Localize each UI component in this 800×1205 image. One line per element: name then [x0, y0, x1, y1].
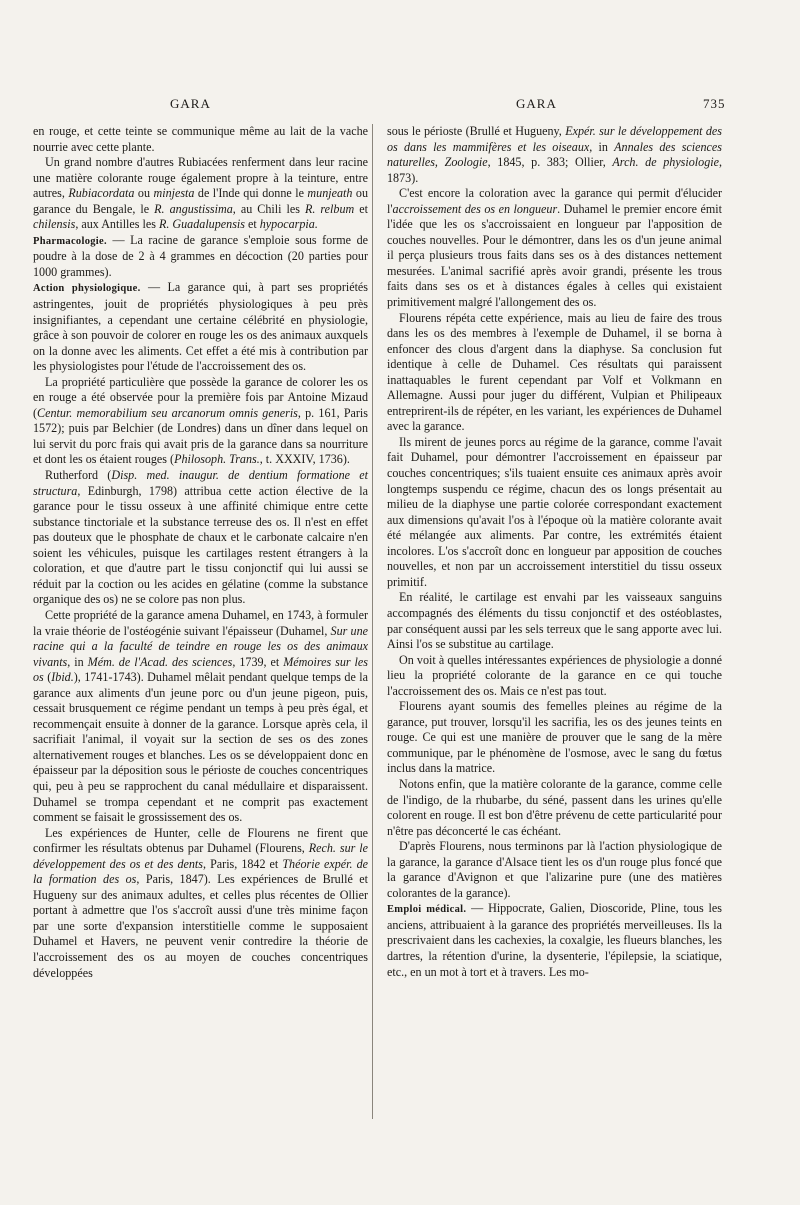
text-run: R. Guadalupensis [158, 217, 245, 232]
text-run: hypocarpia. [259, 217, 318, 232]
paragraph [33, 155, 368, 233]
text-run: Notons enfin, que la matière colorante de la garance, comme celle de l'indigo, de la rhubarbe, du séné, passent dans les urines qu'elle colorent en rouge. Il est bon d'être prévenu de cette particularité pour n'être pas déconcerté le cas échéant. [387, 776, 722, 838]
text-run: R. relbum [304, 201, 355, 216]
text-run: Un grand nombre d'autres Rubiacées renferment dans leur racine une matière colorante rouge également propre à la teinture, entre autres, [33, 155, 368, 201]
paragraph [387, 311, 722, 435]
paragraph [33, 124, 368, 155]
text-run: , t. XXXIV, 1736). [259, 452, 350, 467]
left-column [33, 124, 368, 981]
section-heading: Emploi médical. [387, 904, 467, 916]
text-run: de l'Inde qui donne le [194, 186, 308, 201]
paragraph [387, 124, 722, 186]
text-run: , au Chili les [232, 201, 305, 216]
text-run: — Hippocrate, Galien, Dioscoride, Pline, tous les anciens, attribuaient à la garance des propriétés merveilleuses. Ils la prescrivaient dans les cachexies, la coxalgie, les flueurs blanches, les dartres, la rétention d'urine, la dysenterie, l'épilepsie, la sciatique, etc., en un mot à tort et à travers. Les mo- [387, 901, 722, 979]
paragraph [33, 468, 368, 608]
text-run: La propriété particulière que possède la garance de colorer les os en rouge a été observée pour la première fois par Antoine Mizaud ( [33, 374, 368, 420]
paragraph [33, 233, 368, 281]
text-run: en rouge, et cette teinte se communique même au lait de la vache nourrie avec cette plante. [33, 124, 368, 154]
text-run: On voit à quelles intéressantes expériences de physiologie a donné lieu la propriété colorante de la garance en ce qui touche l'accroissement des os. Mais ce n'est pas tout. [387, 652, 722, 698]
text-run: sous le périoste (Brullé et Hugueny, [387, 124, 566, 138]
text-run: Flourens répéta cette expérience, mais au lieu de faire des trous dans les os des membres à l'exemple de Duhamel, il se borna à enfoncer des clous d'argent dans la diaphyse. Sa conclusion fut identique à celle de Duhamel. Ces résultats qui paraissent inattaquables le furent cependant par Volf et Volkmann en Allemagne. Aussi pour juger du différent, Vulpian et Philipeaux entreprirent-ils de répéter, en les variant, les expériences de Duhamel avec la garance. [387, 310, 722, 434]
text-run: Sur une racine qui a la faculté de teindre en rouge les os des animaux vivants [33, 623, 369, 669]
right-column [387, 124, 722, 980]
text-run: munjeath [307, 186, 353, 201]
text-run: Les expériences de Hunter, celle de Flourens ne firent que confirmer les résultats obtenus par Duhamel (Flourens, [33, 825, 368, 856]
text-run: ou [134, 186, 154, 201]
paragraph [33, 608, 368, 826]
text-run: Philosoph. Trans. [174, 452, 260, 467]
text-run: Disp. med. inaugur. de dentium formatione et structura [33, 468, 368, 498]
text-run: Rutherford ( [45, 468, 112, 483]
paragraph [387, 777, 722, 839]
text-run: chilensis [33, 217, 76, 232]
text-run: . Duhamel le premier encore émit l'idée que les os s'accroissaient en longueur par l'apposition de couches nouvelles. Pour le démontrer, dans les os d'un jeune animal il perça plusieurs trous faits dans ses os à des distances nettement mesurées. L'animal sacrifié après avoir grandi, présente les trous faits dans ses os et à distances égales à celles qui existaient primitivement malgré l'allongement des os. [387, 201, 722, 310]
text-run: , Paris, 1842 et [203, 856, 283, 871]
running-header-left: GARA [170, 96, 211, 111]
text-run: , aux Antilles les [75, 217, 159, 232]
text-run: , Edinburgh, 1798) attribua cette action élective de la garance pour le tissu osseux à une affinité chimique entre cette substance tinctoriale et la substance terreuse des os. Il n'est en effet pas douteux que le phosphate de chaux et le carbonate calcaire n'en soient les véhicules, puisque les cartilages restent étrangers à la coloration, et que d'autre part le tissu conjonctif qui lui aussi se réduit par la coction ou les acides en gélatine (comme la substance organique des os) ne se colore pas non plus. [33, 483, 368, 607]
paragraph [387, 839, 722, 901]
text-run: R. angustissima [154, 201, 233, 216]
text-run: Cette propriété de la garance amena Duhamel, en 1743, à formuler la vraie théorie de l'ostéogénie suivant l'épaisseur (Duhamel, [33, 607, 368, 638]
text-run: Ils mirent de jeunes porcs au régime de la garance, comme l'avait fait Duhamel, pour démontrer l'accroissement en épaisseur par couches concentriques; s'ils tuaient ensuite ces animaux après avoir longtemps suspendu ce régime, chacun des os longs présentait au milieu de la diaphyse une partie colorée correspondant exactement aux dimensions qu'avait l'os à l'époque où la matière colorante avait été mélangée aux aliments. Par contre, les extrémités étaient incolores. L'os s'accroît donc en longueur par apposition de couches nouvelles, et non par un accroissement interstitiel du tissu osseux primitif. [387, 434, 722, 589]
text-run: Mém. de l'Acad. des sciences [87, 654, 233, 669]
text-run: Expér. sur le développement des os dans les mammifères et les oiseaux [387, 124, 722, 154]
paragraph [387, 590, 722, 652]
text-run: et [244, 217, 260, 232]
paragraph [387, 435, 722, 590]
text-run: Flourens ayant soumis des femelles pleines au régime de la garance, put trouver, lorsqu'il les sacrifia, les os des jeunes teints en rouge. Ce qui est une manière de prouver que le sang de la mère communique, par le phénomène de l'osmose, avec le sang du fœtus inclus dans la matrice. [387, 699, 722, 776]
paragraph [387, 653, 722, 700]
running-header-right: GARA [516, 96, 557, 111]
text-run: — La racine de garance s'emploie sous forme de poudre à la dose de 2 à 4 grammes en décoction (20 parties pour 1000 grammes). [33, 232, 368, 279]
section-heading: Action physiologique. [33, 283, 141, 295]
paragraph [387, 699, 722, 777]
paragraph [33, 375, 368, 468]
text-run: , in [67, 654, 88, 669]
text-run: Théorie expér. de la formation des os [33, 856, 368, 887]
text-run: Rech. sur le développement des os et des dents [33, 841, 368, 871]
text-run: ou garance du Bengale, le [33, 186, 368, 216]
text-run: D'après Flourens, nous terminons par là l'action physiologique de la garance, la garance d'Alsace tient les os d'un rouge plus foncé que la garance d'Avignon et que l'alizarine pure (une des matières colorantes de la garance). [387, 839, 722, 900]
text-run: Rubiacordata [68, 186, 135, 201]
paragraph [387, 901, 722, 980]
text-run: minjesta [153, 186, 195, 201]
paragraph [33, 280, 368, 374]
text-run: , Paris, 1847). Les expériences de Brullé et Hugueny sur des animaux adultes, et celles plus récentes de Ollier portant à admettre que l'os s'accroît aussi d'une très minime façon par une sorte d'expansion interstitielle comme le supposaient Duhamel et Havers, ne peuvent venir contredire la théorie de l'accroissement des os au moyen de couches concentriques développées [33, 872, 369, 980]
text-run: , 1845, p. 383; Ollier, [487, 155, 613, 170]
text-run: Mémoires sur les os [33, 654, 368, 685]
text-run: Arch. de physiologie [612, 155, 719, 170]
text-run: , p. 161, Paris 1572); puis par Belchier (de Londres) dans un dîner dans lequel on lui servit du porc frais qui avait pris de la garance dans sa nourriture et dont les os étaient rouges ( [33, 405, 369, 467]
page-number: 735 [703, 96, 726, 111]
section-heading: Pharmacologie. [33, 235, 107, 247]
text-run: ( [43, 670, 52, 685]
text-run: , 1873). [387, 155, 723, 185]
text-run: C'est encore la coloration avec la garance qui permit d'élucider l' [387, 186, 722, 216]
text-run: Ibid. [51, 670, 74, 685]
text-run: et [354, 201, 368, 216]
text-run: En réalité, le cartilage est envahi par les vaisseaux sanguins accompagnés des éléments du tissu conjonctif et des ostéoblastes, par conséquent aussi par les sels terreux que le sang apporte avec lui. Ainsi l'os se substitue au cartilage. [387, 590, 722, 652]
text-run: accroissement des os en longueur [392, 201, 558, 216]
paragraph [387, 186, 722, 310]
text-run: , 1739, et [232, 654, 284, 669]
text-run: ), 1741-1743). Duhamel mêlait pendant quelque temps de la garance aux aliments d'un jeune porc ou d'un jeune pigeon, puis, cessait brusquement ce régime pendant un temps à peu près égal, et recommençait ensuite à donner de la garance. Lorsque après cela, il sacrifiait l'animal, il voyait sur la section de ses os des zones alternativement rouges et blanches. Les os se développaient donc en épaisseur par la déposition sous le périoste de couches concentriques qui, peu à peu se rapprochent du canal médullaire et disparaissent. Duhamel se trompa cependant et ne comprit pas exactement comment se faisait le grossissement des os. [33, 670, 368, 825]
text-run: — La garance qui, à part ses propriétés astringentes, jouit de propriétés physiologiques à peu près insignifiantes, a cependant une certaine célébrité en physiologie, grâce à son pouvoir de colorer en rouge les os des animaux auxquels on la donne avec les aliments. Cet effet a été mis à contribution par les physiologistes pour l'étude de l'accroissement des os. [33, 280, 369, 374]
column-divider [372, 124, 373, 1119]
text-run: , in [589, 139, 615, 154]
text-run: Centur. memorabilium seu arcanorum omnis generis [37, 405, 298, 420]
text-run: Annales des sciences naturelles, Zoologie [387, 139, 722, 170]
paragraph [33, 826, 368, 981]
